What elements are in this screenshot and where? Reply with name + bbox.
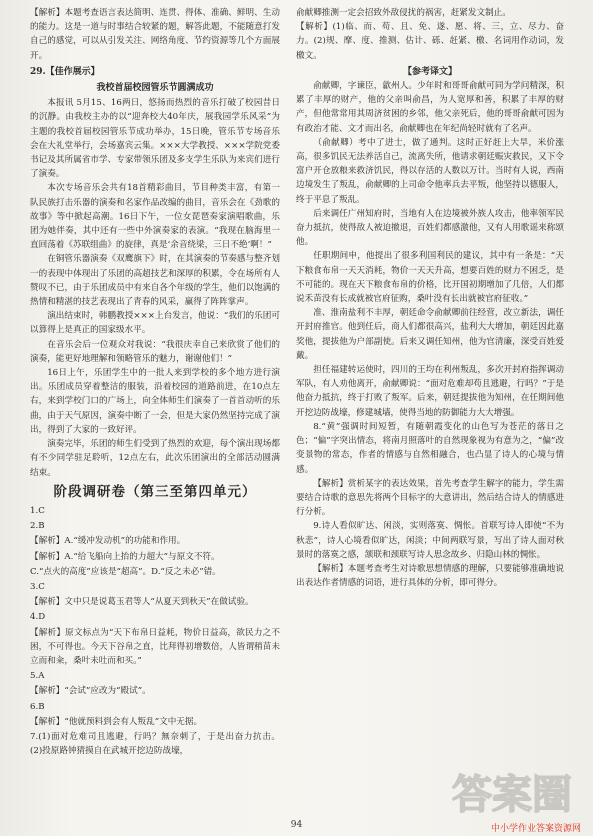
article-paragraph: 16日上午，乐团学生中的一批人来到学校的多个地方进行演出。乐团成员穿着整洁的服装，沿着校园的道路前进，在10点左右，来到学校门口的广场上，向全体师生们演奏了一首首动听的乐曲，由于天气原因，演奏中断了一会，但是大家仍然坚持完成了演出，得到了大家的一致好评。 bbox=[30, 368, 280, 435]
right-column bbox=[296, 6, 564, 590]
answer-explanation: 【解析】“他就预料到会有人叛乱”文中无据。 bbox=[30, 716, 203, 727]
answer-item: 8.“黄”强调时间短暂，有随朝霞变化的山色写为苍茫的落日之色；“偏”字突出情态，将南月照落叶的自然现象视为有意为之，“偏”改变景物的常态，作者的情感与自然相融合，也凸显了诗人的心境与情感。 bbox=[296, 421, 564, 475]
translation-paragraph: 后来调任广州知府时，当地有人在边境被外族人攻击，他率领军民奋力抵抗，使得敌人被迫撤退，百姓们都感激他，又有人用歌谣来称颂他。 bbox=[296, 208, 564, 248]
translation-heading: 【参考译文】 bbox=[402, 66, 457, 77]
answer-explanation: 【解析】A.“缓冲发动机”的功能和作用。 bbox=[30, 536, 186, 547]
answer-explanation: C.“点火的高度”应该是“超高”。D.“反之未必”错。 bbox=[30, 566, 221, 577]
article-paragraph: 演奏完毕，乐团的师生们受到了热烈的欢迎，每个演出现场都有不少同学驻足聆听，12点左右，此次乐团演出的全部活动圆满结束。 bbox=[30, 439, 280, 478]
answer-item: 7.(1)面对危难司且逃避，行吗？無奈刺了，于是出奋力抗击。 (2)投原路钟猜摸自在武城开挖边防战壕， bbox=[30, 731, 280, 757]
answer-explanation: 【解析】原文标点为“天下布帛日益耗，物价日益高，欲民力之不困，不可得也。今天下谷帛之直，比拜得初增数倍，人皆谓稍苗未立而和籴，桑叶未吐而和买。” bbox=[30, 627, 280, 666]
answer-item: 5.A bbox=[30, 671, 45, 682]
article-paragraph: 本报讯 5月15、16两日，悠扬而热烈的音乐打破了校园昔日的沉静。由我校主办的以“迎奔校大40年庆，展我园学乐风采”为主题的我校首届校园管乐节成功举办，15日晚，管乐节专场音乐会在大礼堂举行，会场嘉宾云集。×××大学教授、×××学院党委书记及其所属省市学、专家带领乐团及多支学生乐队为来宾们进行了演奏。 bbox=[30, 98, 280, 180]
page-number: 94 bbox=[290, 820, 303, 830]
answer-explanation: 【解析】A.“给飞船向上抬的力超大”与原文不符。 bbox=[30, 551, 220, 562]
translation-paragraph: 准、淮南盐利不丰厚，朝廷命令俞献卿前往经营，改立新法，调任开封府推官。他到任后，商人们都很高兴，盐利大大增加，朝廷因此嘉奖他，提拔他为户部副使。后来又调任知州，他为官清廉，深受百姓爱戴。 bbox=[296, 308, 564, 361]
answer-item: 2.B bbox=[30, 521, 45, 532]
watermark-logo bbox=[437, 764, 587, 826]
watermark-caption: 中小学作业答案资源网 bbox=[490, 824, 581, 834]
question-29-label: 29.【佳作展示】 bbox=[30, 66, 100, 77]
answer-explanation: 【解析】赏析某字的表达效果，首先考查学生解字的能力，学生需要结合诗歌的意思先将两个目标字的大意讲出，然后结合诗人的情感进行分析。 bbox=[296, 478, 564, 518]
article-paragraph: 在音乐会后一位观众对我说：“我很庆幸自己来欣赏了他们的演奏，能更好地理解和领略管乐的魅力，谢谢他们！” bbox=[30, 339, 280, 364]
answer-item: 6.B bbox=[30, 701, 45, 712]
answer-item: 9.诗人看似旷达、闲淡，实则落寞、惆怅。首联写诗人即使“不为秋悲”，诗人心境看似旷达，闲淡；中间两联写景，写出了诗人面对秋景时的落寞之感，颔联和颈联写诗人思念故乡、归隐山林的惆怅。 bbox=[296, 521, 564, 560]
article-title: 我校首届校园管乐节圆满成功 bbox=[96, 83, 214, 94]
article-paragraph: 在铜管乐器演奏《双鹰旗下》时，在其演奏的节奏感与整齐划一的表现中体现出了乐团的高超技艺和深厚的积累，令在场所有人赞叹不已，由于乐团成员中有来自各个年级的学生，他们以饱满的热情和精湛的技艺表现出了青春的风采，赢得了阵阵掌声。 bbox=[30, 254, 280, 308]
article-paragraph: 本次专场音乐会共有18首精彩曲目，节目种类丰富，有第一队民族打击乐器的演奏和名家作品改编的曲目，音乐会在《劲歌的故事》等中掀起高潮。16日下午，一位女琵琶奏家演唱歌曲，乐团为她伴奏，其中还有一些中外演奏家的表演。“我现在脑海里一直回荡着《苏联组曲》的旋律，真是‘余音绕梁，三日不绝’啊！” bbox=[30, 183, 280, 251]
translation-paragraph: 担任福建转运使时，四川的王均在利州叛乱，多次开封府指挥调动军队，有人劝他离开，俞献卿说：“面对危难却苟且逃避，行吗？”于是他奋力抵抗，终于打败了叛军。后来，朝廷提拔他为知州，在任期间他开挖边防战壕，修建城墙，使得当地的防御能力大大增强。 bbox=[296, 365, 564, 418]
answer-item: 4.D bbox=[30, 612, 46, 623]
answer-explanation: 【解析】本题考查考生对诗歌思想情感的理解，只要能够准确地说出表达作者情感的词语，进行具体的分析，即可得分。 bbox=[296, 563, 564, 589]
analysis-paragraph: 【解析】本题考查语言表达简明、连贯、得体、准确、鲜明、生动的能力。这是一道与时事结合较紧的题，解答此题，不能随意打发自己的感觉，可以从引发关注、网络角度、节约资源等几个方面展开。 bbox=[30, 8, 280, 61]
article-paragraph: 演出结束时，韩鹏教授×××上台发言，他说：“我们的乐团可以算得上是真正的国家级水平。 bbox=[30, 311, 280, 336]
answer-explanation: 【解析】“会试”应改为“殿试”。 bbox=[30, 686, 151, 697]
translation-paragraph: 俞献卿，字谏臣，歙州人。少年时和哥哥俞献可同为学问精深，积累了丰厚的财产，他的父亲叫俞昌，为人宽厚和善，积累了丰厚的财产，但他常常用其周济贫困的乡邻，他父亲死后，他的哥哥俞献可因为有政治才能、文才而出名，俞献卿也在年纪尚轻时就有了名声。 bbox=[296, 81, 564, 134]
answer-item: 1.C bbox=[30, 505, 45, 516]
answer-item: 3.C bbox=[30, 581, 45, 592]
left-column bbox=[30, 6, 280, 759]
watermark-text: 答案圈 bbox=[452, 772, 572, 818]
translation-paragraph: （俞献卿）考中了进士，做了通判。这时正好赶上大旱，米价涨高，很多饥民无法养活自己，流离失所，他请求朝廷赈灾救民，又下令富户开仓放粮来救济饥民，得以存活的人数以万计。当时有人说，西南边境发生了叛乱，俞献卿的上司命令他率兵去平叛，他坚持以德服人，终于平息了叛乱。 bbox=[296, 137, 564, 205]
answer-paragraph: 俞献卿推测一定会招致外敌侵扰的祸害，赶紧发文制止。 bbox=[296, 8, 511, 18]
translation-paragraph: 任职期间申，他提出了很多利国利民的建议，其中有一条是：“天下粮食布帛一天天消耗，物价一天天升高，想要百姓的财力不困乏，是不可能的。现在天下粮食布帛的价格，比开国初期增加了几倍，人们都说禾苗没有长成就被官府征购，桑叶没有长出就被官府征收。” bbox=[296, 251, 564, 305]
answer-explanation: 【解析】(1)临、而、苟、且、免、遂、愿、将、三，立、尽力、奋力。(2)规、摩、度、推测、估计、砾、赶紧、檄、名词用作动词，发檄文。 bbox=[296, 22, 564, 61]
answer-explanation: 【解析】文中只是说葛玉君等人“从夏天到秋天”在做试验。 bbox=[30, 597, 254, 608]
section-title: 阶段调研卷（第三至第四单元） bbox=[53, 483, 257, 500]
